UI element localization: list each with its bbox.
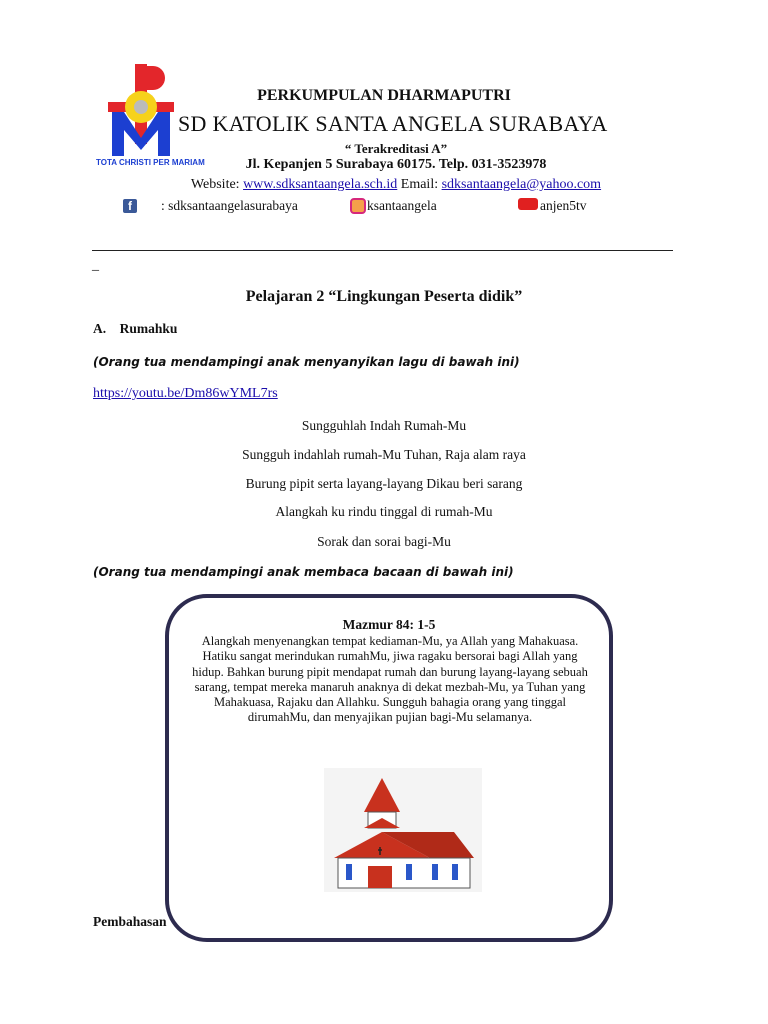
lesson-title: Pelajaran 2 “Lingkungan Peserta didik” (245, 288, 523, 305)
underscore: _ (92, 258, 99, 273)
discussion-heading: Pembahasan (93, 914, 167, 929)
youtube-handle: anjen5tv (540, 198, 587, 213)
header-divider (92, 250, 673, 251)
youtube-icon (518, 198, 538, 214)
section-heading: A. Rumahku (93, 321, 178, 336)
church-illustration (324, 768, 482, 892)
instagram-icon (350, 198, 366, 218)
address: Jl. Kepanjen 5 Surabaya 60175. Telp. 031-3523978 (245, 157, 547, 172)
logo-motto: TOTA CHRISTI PER MARIAM (96, 158, 205, 167)
facebook-handle: : sdksantaangelasurabaya (161, 198, 298, 213)
website-label: Website: (190, 177, 240, 192)
accreditation: “ Terakreditasi A” (344, 141, 448, 156)
instagram-handle: ksantaangela (367, 198, 437, 213)
school-name: SD KATOLIK SANTA ANGELA SURABAYA (178, 111, 608, 136)
contact-line (0, 177, 768, 193)
email-link[interactable]: sdksantaangela@yahoo.com (441, 177, 602, 192)
song-line: Burung pipit serta layang-layang Dikau beri sarang (245, 476, 523, 491)
song-line: Sorak dan sorai bagi-Mu (317, 534, 451, 549)
website-link[interactable]: www.sdksantaangela.sch.id (243, 177, 398, 192)
song-line: Sungguh indahlah rumah-Mu Tuhan, Raja alam raya (242, 447, 526, 462)
song-line: Alangkah ku rindu tinggal di rumah-Mu (275, 504, 493, 519)
reading-title: Mazmur 84: 1-5 (342, 617, 436, 632)
song-line: Sungguhlah Indah Rumah-Mu (301, 418, 467, 433)
facebook-icon: f (123, 198, 137, 214)
instruction-read: (Orang tua mendampingi anak membaca bacaan di bawah ini) (93, 565, 514, 579)
org-name: PERKUMPULAN DHARMAPUTRI (257, 87, 511, 104)
instruction-sing: (Orang tua mendampingi anak menyanyikan lagu di bawah ini) (93, 355, 520, 369)
reading-text: Alangkah menyenangkan tempat kediaman-Mu, ya Allah yang Mahakuasa. Hatiku sangat merindukan rumahMu, jiwa ragaku bersorai bagi Allah yang hidup. Bahkan burung pipit mendapat rumah dan burung layang-layang sebuah sarang, tempat mereka manaruh anaknya di dekat mezbah-Mu, ya Tuhan yang Mahakuasa, Rajaku dan Allahku. Sungguh bahagia orang yang tinggal dirumahMu, dan menyajikan pujian bagi-Mu selamanya. (192, 634, 588, 725)
youtube-link[interactable]: https://youtu.be/Dm86wYML7rs (93, 386, 278, 401)
email-label: Email: (400, 177, 439, 192)
